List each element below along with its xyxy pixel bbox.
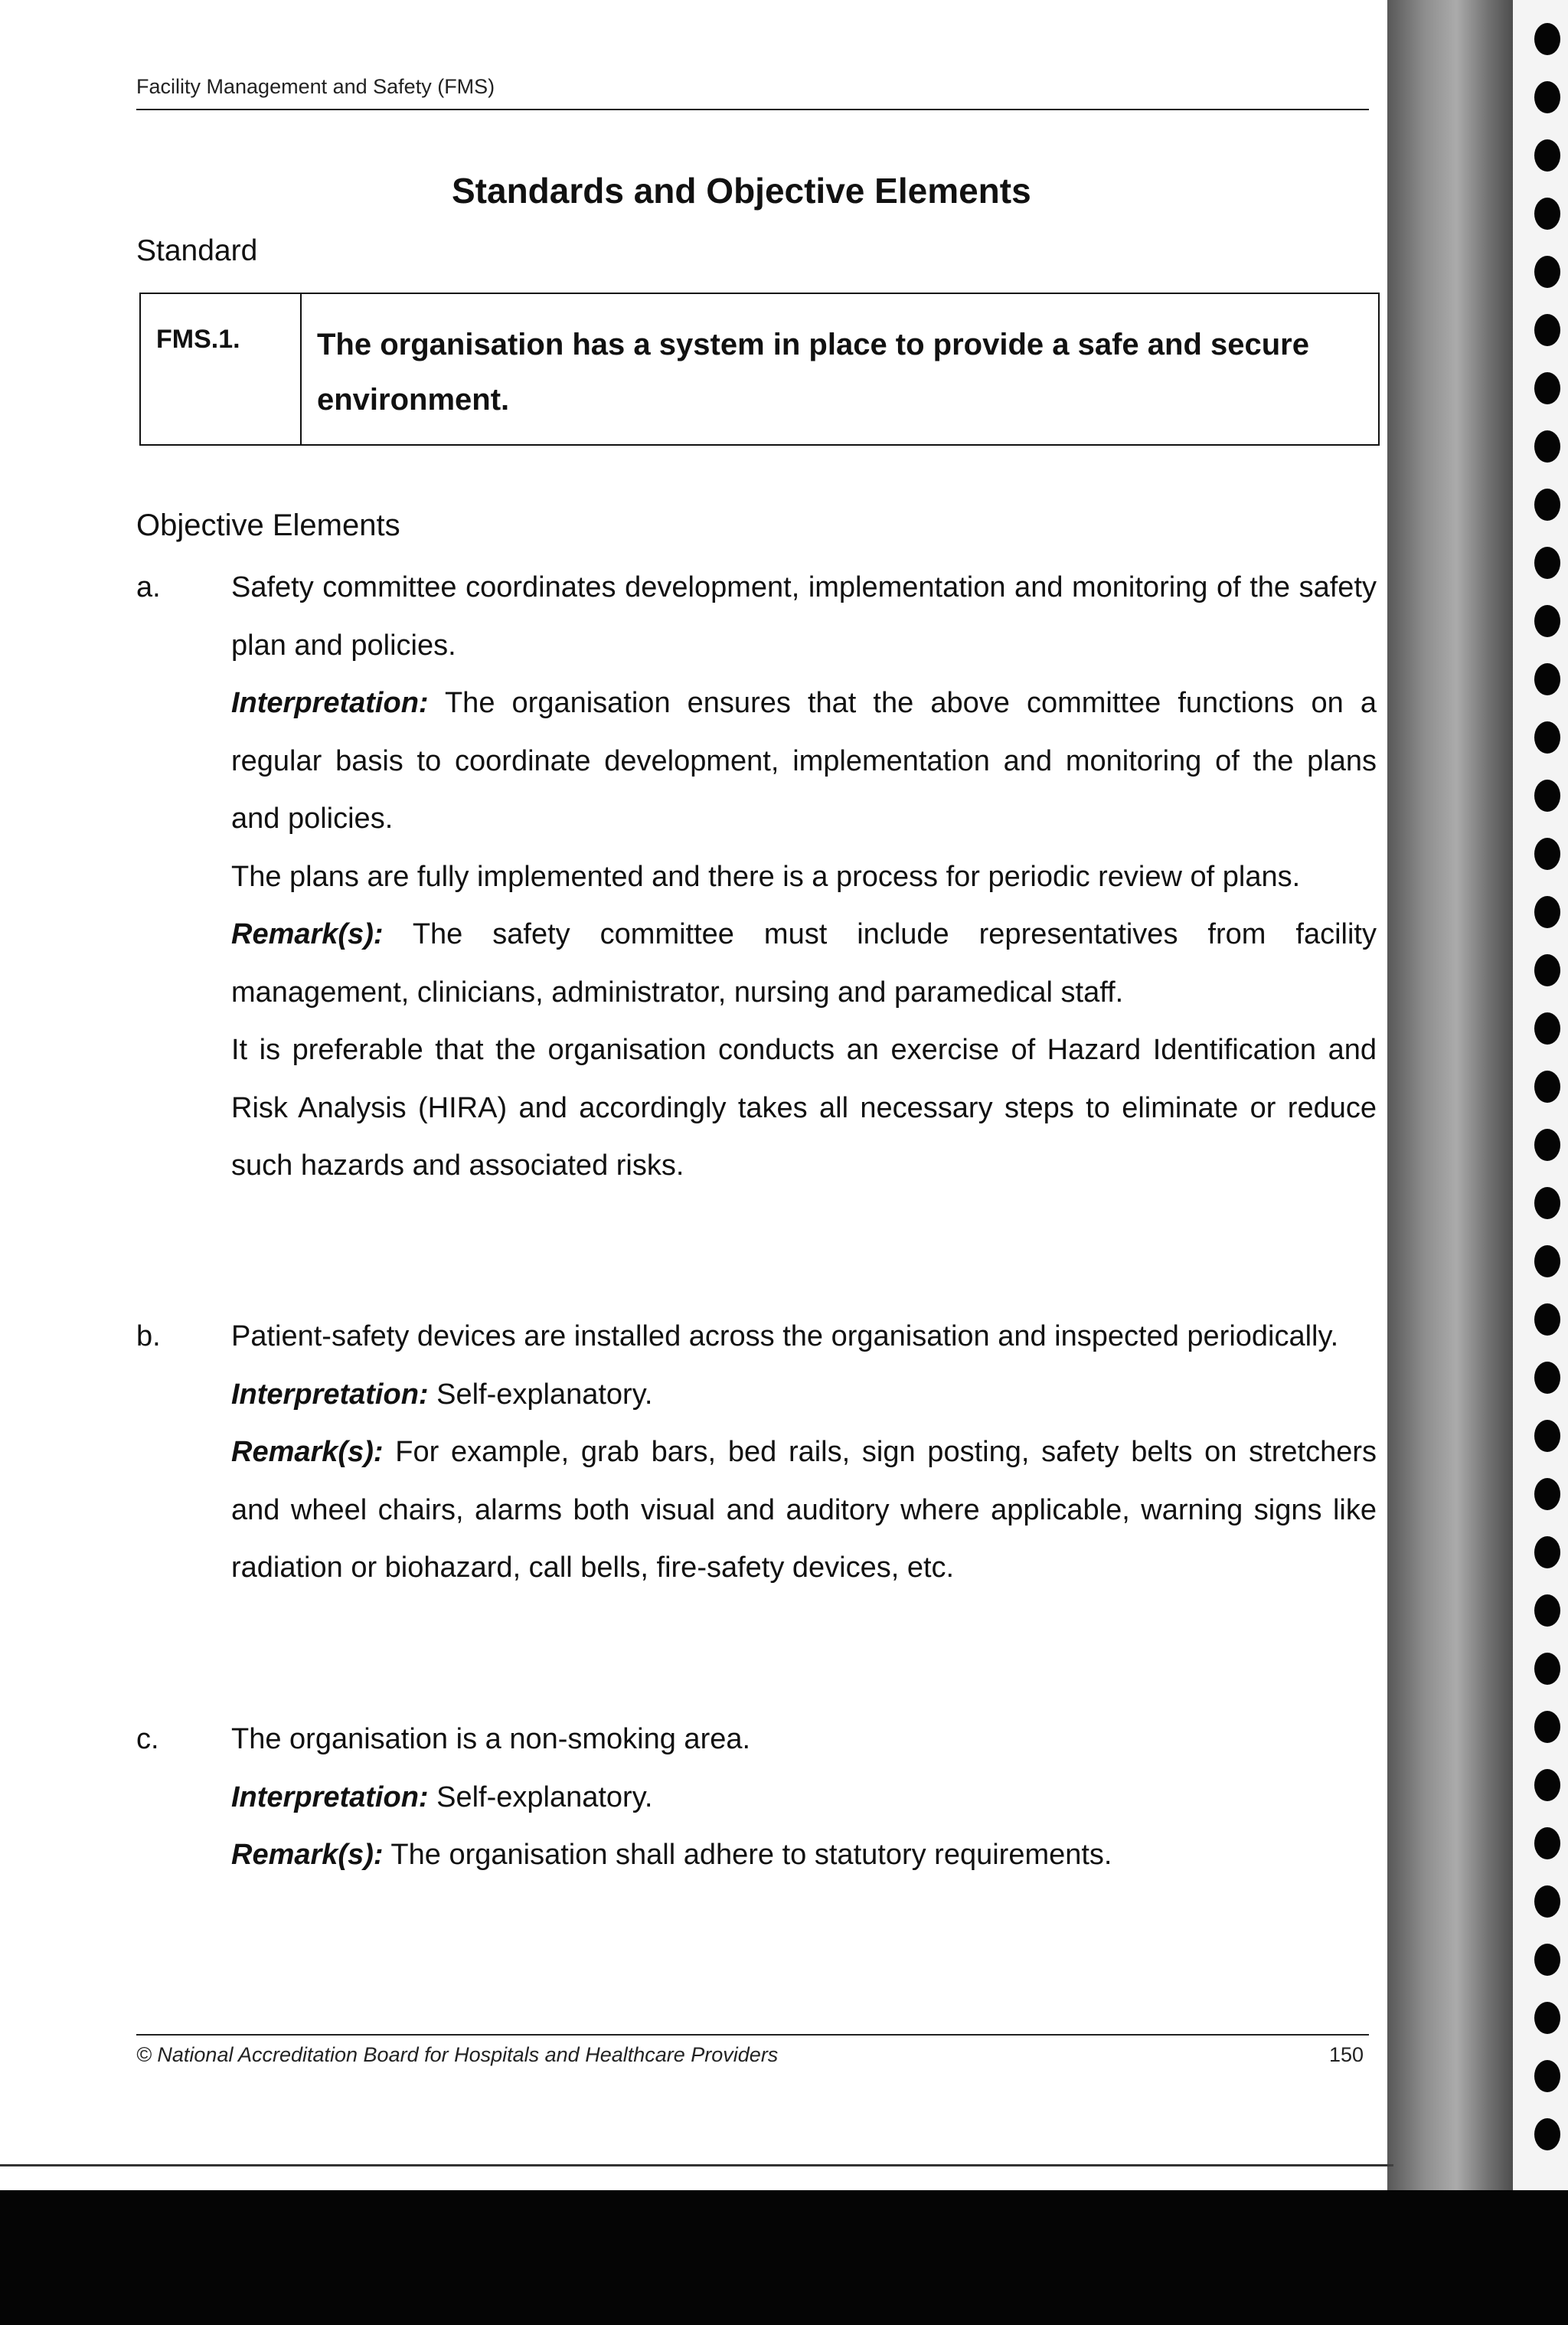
binder-hole [1534, 1653, 1560, 1685]
binder-hole [1534, 1536, 1560, 1568]
interpretation-text: Self-explanatory. [436, 1378, 653, 1411]
objective-element-a [136, 559, 1377, 1195]
binder-hole [1534, 2002, 1560, 2034]
standard-code: FMS.1. [156, 325, 240, 354]
remark [231, 906, 1377, 1022]
binder-hole [1534, 1303, 1560, 1336]
binder-hole [1534, 1129, 1560, 1161]
header-rule [136, 109, 1369, 110]
item-marker: b. [136, 1320, 161, 1352]
standard-text: The organisation has a system in place to provide a safe and secure environment. [317, 328, 1309, 417]
remark-text: For example, grab bars, bed rails, sign posting, safety belts on stretchers and wheel chairs, alarms both visual and auditory where applicable, warning signs like radiation or biohazard, call bells, fire-safety devices, etc. [231, 1436, 1377, 1584]
remark [231, 1424, 1377, 1597]
binder-hole [1534, 954, 1560, 986]
interpretation-continued: The plans are fully implemented and there is a process for periodic review of plans. [231, 860, 1301, 893]
binder-hole [1534, 1711, 1560, 1743]
remark-text: The organisation shall adhere to statutory requirements. [390, 1839, 1112, 1871]
binder-hole [1534, 1420, 1560, 1452]
scan-bottom-edge [0, 2190, 1568, 2325]
binder-hole [1534, 605, 1560, 637]
binder-hole [1534, 139, 1560, 172]
binder-hole [1534, 81, 1560, 113]
binder-hole [1534, 1769, 1560, 1801]
remark [231, 1826, 1377, 1885]
remark-text: The safety committee must include representatives from facility management, clinicians, administrator, nursing and paramedical staff. [231, 918, 1377, 1009]
page-title: Standards and Objective Elements [452, 171, 1031, 211]
binder-hole [1534, 2118, 1560, 2150]
page-number: 150 [1329, 2043, 1364, 2066]
binder-holes [1528, 0, 1568, 2190]
binder-hole [1534, 198, 1560, 230]
binder-hole [1534, 547, 1560, 579]
binder-hole [1534, 663, 1560, 695]
remark-continued: It is preferable that the organisation conducts an exercise of Hazard Identification and Risk Analysis (HIRA) and accordingly takes all necessary steps to eliminate or reduce such hazards and associated risks. [231, 1034, 1377, 1182]
binder-hole [1534, 1187, 1560, 1219]
remark-label: Remark(s): [231, 1839, 384, 1871]
binding-shadow [1387, 0, 1513, 2190]
interpretation [231, 1769, 1377, 1827]
binder-hole [1534, 1245, 1560, 1277]
binder-hole [1534, 780, 1560, 812]
binder-hole [1534, 314, 1560, 346]
interpretation [231, 1366, 1377, 1424]
binder-hole [1534, 256, 1560, 288]
binder-hole [1534, 1012, 1560, 1045]
binder-hole [1534, 430, 1560, 463]
objective-element-c [136, 1711, 1377, 1885]
binder-hole [1534, 1827, 1560, 1859]
footer-copyright: © National Accreditation Board for Hospitals and Healthcare Providers [136, 2043, 779, 2066]
item-text: Patient-safety devices are installed across the organisation and inspected periodically. [231, 1320, 1339, 1352]
interpretation [231, 675, 1377, 849]
binder-hole [1534, 23, 1560, 55]
item-marker: c. [136, 1723, 159, 1755]
binder-hole [1534, 1071, 1560, 1103]
interpretation-label: Interpretation: [231, 1378, 429, 1411]
binder-hole [1534, 1594, 1560, 1627]
binder-hole [1534, 1885, 1560, 1918]
footer-rule [136, 2034, 1369, 2036]
standard-box-divider [300, 294, 302, 444]
binder-hole [1534, 1944, 1560, 1976]
remark-label: Remark(s): [231, 918, 384, 950]
binder-hole [1534, 1478, 1560, 1510]
binder-hole [1534, 2060, 1560, 2092]
binder-hole [1534, 1362, 1560, 1394]
interpretation-label: Interpretation: [231, 687, 429, 719]
binder-hole [1534, 896, 1560, 928]
standard-box [139, 293, 1380, 446]
interpretation-text: Self-explanatory. [436, 1781, 653, 1813]
binder-hole [1534, 838, 1560, 870]
objective-element-b [136, 1308, 1377, 1597]
binder-hole [1534, 721, 1560, 754]
running-header: Facility Management and Safety (FMS) [136, 75, 495, 98]
item-marker: a. [136, 571, 161, 603]
interpretation-text: The organisation ensures that the above committee functions on a regular basis to coordinate development, implementation and monitoring of the plans and policies. [231, 687, 1377, 835]
item-text: The organisation is a non-smoking area. [231, 1723, 751, 1755]
binder-hole [1534, 489, 1560, 521]
objective-elements-heading: Objective Elements [136, 508, 400, 542]
item-text: Safety committee coordinates development, implementation and monitoring of the safety plan and policies. [231, 571, 1377, 662]
interpretation-label: Interpretation: [231, 1781, 429, 1813]
remark-label: Remark(s): [231, 1436, 384, 1468]
standard-label: Standard [136, 234, 258, 267]
scan-edge-line [0, 2164, 1393, 2166]
binder-hole [1534, 372, 1560, 404]
